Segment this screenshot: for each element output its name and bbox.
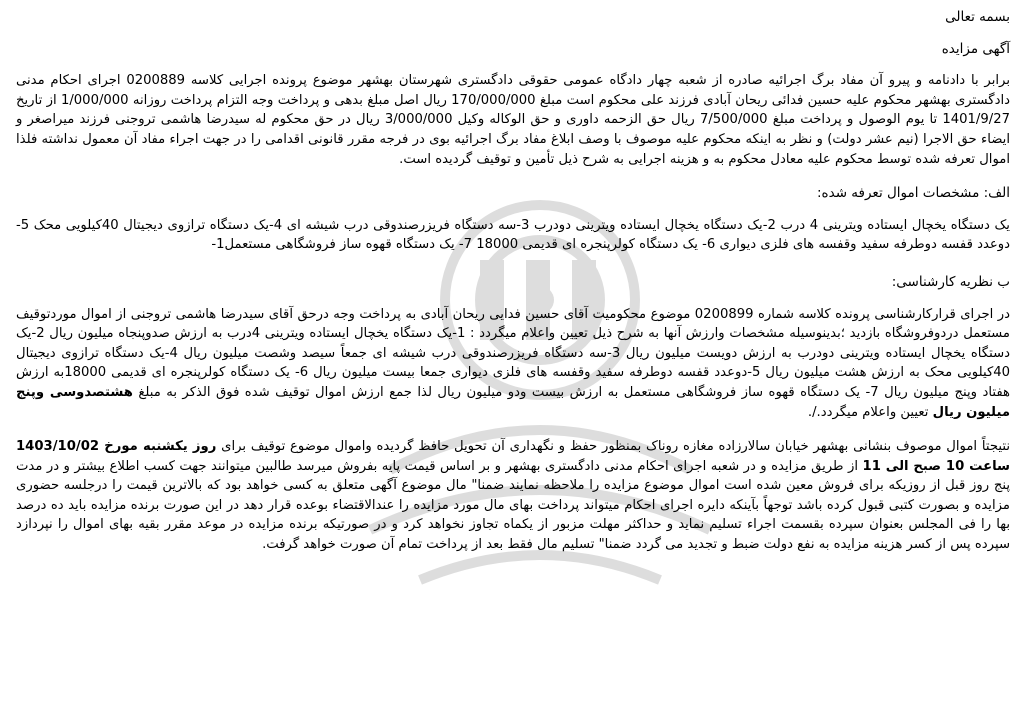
section-a-item-number: 1- [211,237,225,253]
section-b-heading: ب نظریه کارشناسی: [891,273,1010,290]
conclusion-part2: از طریق مزایده و در شعبه اجرای احکام مدنی دادگستری بهشهر و بر اساس قیمت پایه بفروش میرسد طالبین میتوانند جهت کسب اطلاع بیشتر و در مدت پنج روز قبل از روزیکه برای فروش معین شده است اموال موضوع مزایده را ملاحظه نمایند ضمنا" مال موضوع آگهی متعلق به کسی خواهد بود که بالاترین قیمت را درجلسه حضوری مزایده و بصورت کتبی قبول کرده باشد توجهاً بآینکه دایره اجرای احکام میتواند پرداخت بهای مال مورد مزایده را عندالاقتضاء بوعده قرار دهد در این صورت برنده مزایده باید ده درصد بها را فی المجلس بعنوان سپرده بقسمت اجراء تسلیم نماید و حداکثر مهلت مزبور از یکماه تجاوز نخواهد کرد و در صورتیکه برنده مزایده در موعد مقرر بقیه بهای اموال را نپردازد سپرده پس از کسر هزینه مزایده به نفع دولت ضبط و تجدید می گردد ضمنا" تسلیم مال فقط بعد از پرداخت تمام آن صورت خواهد گرفت. [16,458,1010,553]
conclusion-part1: نتیجتاً اموال موصوف بنشانی بهشهر خیابان سالارزاده مغازه روناک بمنظور حفظ و نگهداری آن تحویل حافظ گردیده واموال موضوع توقیف برای [221,439,1010,455]
notice-body [16,8,1010,555]
section-b-text: در اجرای قرارکارشناسی پرونده کلاسه شماره 0200899 موضوع محکومیت آقای حسین فدایی ریحان آبادی به پرداخت وجه درحق آقای سیدرضا هاشمی تروجنی از اموال موردتوقیف مستعمل دردوفروشگاه بازدید ؛بدینوسیله مشخصات وارزش آنها به شرح ذیل تعیین واعلام میگردد : 1-یک دستگاه یخچال ایستاده ویترینی 4درب به ارزش صدوپنجاه میلیون ریال 2-یک دستگاه یخچال ایستاده ویترینی دودرب به ارزش دویست میلیون ریال 3-سه دستگاه فریزرصندوقی درب شیشه ای جمعاً سیصد وشصت میلیون ریال 4-یک دستگاه ترازوی دیجیتال 40کیلویی محک به ارزش هشت میلیون ریال 5-دوعدد قفسه دوطرفه سفید وقفسه های فلزی دیواری جمعا بیست میلیون ریال 6- یک دستگاه کولرپنجره ای قدیمی 18000به ارزش هفتاد وپنج میلیون ریال 7- یک دستگاه قهوه ساز فروشگاهی مستعمل به ارزش بیست ودو میلیون ریال لذا جمع ارزش اموال توقیف شده فوق الذکر به مبلغ [16,306,1010,400]
conclusion-paragraph [16,437,1010,555]
total-value-bold: هشتصدوسی وپنج میلیون ریال [16,384,1010,420]
section-b-paragraph [16,305,1010,423]
intro-paragraph: برابر با دادنامه و پیرو آن مفاد برگ اجرائیه صادره از شعبه چهار دادگاه عمومی حقوقی دادگستری شهرستان بهشهر موضوع پرونده اجرایی کلاسه 0200889 اجرای احکام مدنی دادگستری بهشهر محکوم علیه حسین فدائی ریحان آبادی فرزند علی محکوم است مبلغ 170/000/000 ریال اصل مبلغ بدهی و پرداخت وجه التزام پرداخت روزانه 1/000/000 از تاریخ 1401/9/27 تا یوم الوصول و پرداخت مبلغ 7/500/000 ریال حق الزحمه داوری و حق الوکاله وکیل 3/000/000 ریال در حق محکوم له سیدرضا هاشمی تروجنی فرزند میراصغر و ایضاء حق الاجرا (نیم عشر دولت) و نظر به اینکه محکوم علیه موصوف با وصف ابلاغ مفاد برگ اجرائیه بوی در فرجه مقرر قانونی اقدامی را در جهت اجراء مفاد آن معمول نداشته فلذا اموال تعرفه شده توسط محکوم علیه معادل محکوم به و هزینه اجرایی به شرح ذیل تأمین و توقیف گردیده است. [16,73,1010,167]
notice-title: آگهی مزایده [941,40,1010,57]
section-a-items [16,216,1010,255]
section-a-heading: الف: مشخصات اموال تعرفه شده: [816,185,1010,202]
section-b-closing: تعیین واعلام میگردد./. [807,404,929,420]
basmala: بسمه تعالی [945,9,1010,25]
section-a-items-text: یک دستگاه یخچال ایستاده ویترینی 4 درب 2-یک دستگاه یخچال ایستاده ویترینی دودرب 3-سه دستگاه فریزرصندوقی درب شیشه ای 4-یک دستگاه ترازوی دیجیتال 40کیلویی محک 5-دوعدد قفسه دوطرفه سفید وقفسه های فلزی دیواری 6- یک دستگاه کولرپنجره ای قدیمی 18000 7- یک دستگاه قهوه ساز فروشگاهی مستعمل [16,217,1010,253]
auction-date-bold: روز یکشنبه مورخ 1403/10/02 ساعت 10 صبح الی 11 [16,439,1011,474]
